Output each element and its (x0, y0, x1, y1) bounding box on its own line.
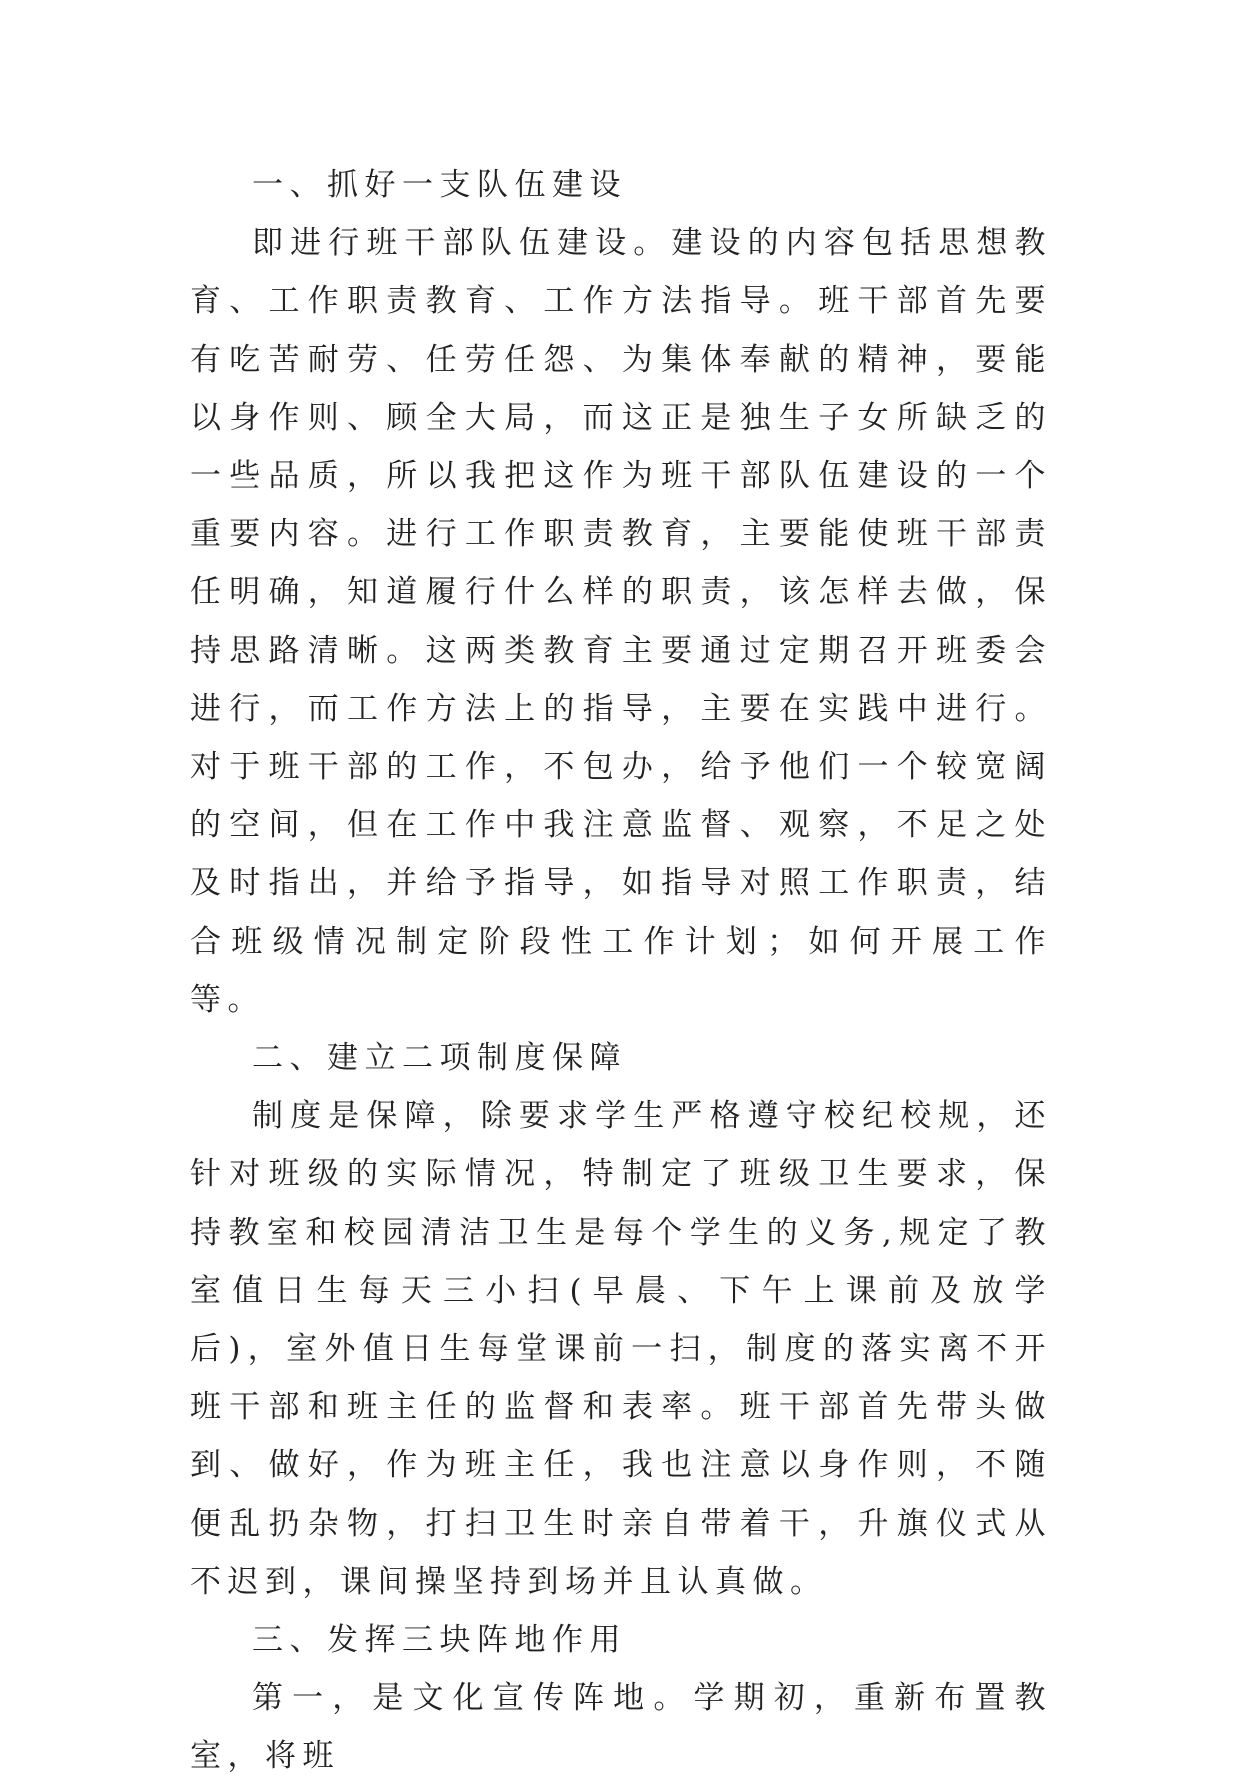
section-heading-3: 三、发挥三块阵地作用 (252, 1622, 627, 1659)
section-heading-1: 一、抓好一支队伍建设 (252, 167, 627, 203)
body-paragraph-2: 制度是保障，除要求学生严格遵守校纪校规，还针对班级的实际情况，特制定了班级卫生要求，保持教室和校园清洁卫生是每个学生的义务,规定了教室值日生每天三小扫(早晨、下午上课前及放学后)，室外值日生每堂课前一扫，制度的落实离不开班干部和班主任的监督和表率。班干部首先带头做到、做好，作为班主任，我也注意以身作则，不随便乱扔杂物，打扫卫生时亲自带着干，升旗仪式从不迟到，课间操坚持到场并且认真做。 (190, 1098, 1052, 1600)
section-heading-2: 二、建立二项制度保障 (252, 1040, 627, 1077)
document-body (190, 156, 1052, 1786)
body-paragraph-1: 即进行班干部队伍建设。建设的内容包括思想教育、工作职责教育、工作方法指导。班干部首先要有吃苦耐劳、任劳任怨、为集体奉献的精神，要能以身作则、顾全大局，而这正是独生子女所缺乏的一些品质，所以我把这作为班干部队伍建设的一个重要内容。进行工作职责教育，主要能使班干部责任明确，知道履行什么样的职责，该怎样去做，保持思路清晰。这两类教育主要通过定期召开班委会进行，而工作方法上的指导，主要在实践中进行。对于班干部的工作，不包办，给予他们一个较宽阔的空间，但在工作中我注意监督、观察，不足之处及时指出，并给予指导，如指导对照工作职责，结合班级情况制定阶段性工作计划；如何开展工作等。 (190, 225, 1052, 1018)
body-paragraph-3: 第一，是文化宣传阵地。学期初，重新布置教室，将班 (190, 1680, 1052, 1775)
